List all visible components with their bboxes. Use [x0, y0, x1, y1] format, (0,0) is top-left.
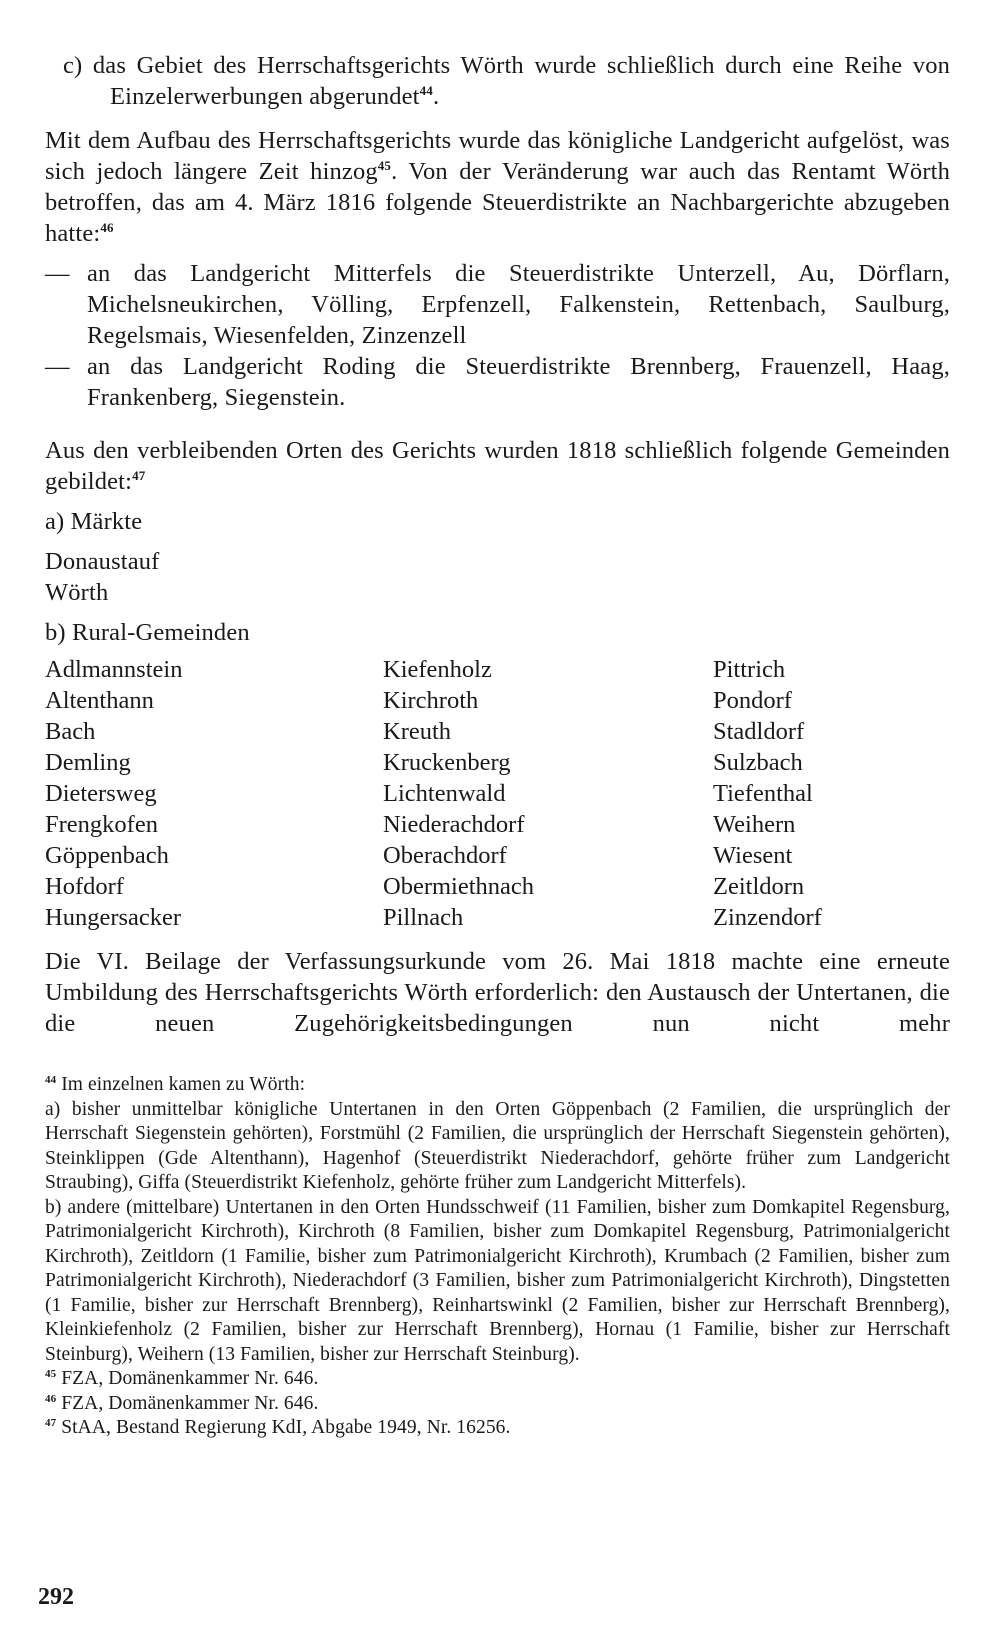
paragraph-gemeinden: Aus den verbleibenden Orten des Gerichts wurden 1818 schließlich folgende Gemeinden gebildet:$^{47}$ — [45, 437, 950, 495]
list-item: Pillnach — [383, 904, 464, 931]
dash-item-mitterfels: — an das Landgericht Mitterfels die Steuerdistrikte Unterzell, Au, Dörflarn, Michelsneukirchen, Völling, Erpfenzell, Falkenstein, Rettenbach, Saulburg, Regelsmais, Wiesenfelden, Zinzenzell — [45, 260, 950, 349]
list-item: Pittrich — [713, 656, 786, 683]
rural-communities-list — [45, 654, 950, 933]
footnote-44-a: a) bisher unmittelbar königliche Untertanen in den Orten Göppenbach (2 Familien, die ursprünglich der Herrschaft Siegenstein gehörten), Forstmühl (2 Familien, die ursprünglich der Herrschaft Siegenstein gehörten), Steinklippen (Gde Altenthann), Hagenhof (Steuerdistrikt Niederachdorf, gehörte früher zum Landgericht Straubing), Giffa (Steuerdistrikt Kiefenholz, gehörte früher zum Landgericht Mitterfels). — [45, 1098, 950, 1193]
markets-heading: a) Märkte — [45, 508, 143, 535]
list-item: Kirchroth — [383, 687, 479, 714]
page-body — [45, 50, 950, 1441]
rural-column-1 — [45, 654, 383, 933]
list-item: Weihern — [713, 811, 796, 838]
list-item: Kreuth — [383, 718, 452, 745]
footnote-number: 44 — [45, 1074, 57, 1086]
list-item: Zeitldorn — [713, 873, 805, 900]
market-item: Donaustauf — [45, 548, 160, 575]
list-item: Demling — [45, 749, 131, 776]
list-item: Tiefenthal — [713, 780, 813, 807]
list-item: Lichtenwald — [383, 780, 506, 807]
em-dash: — — [45, 353, 70, 380]
list-item-c: c) das Gebiet des Herrschaftsgerichts Wörth wurde schließlich durch eine Reihe von Einzelerwerbungen abgerundet$^{44}$. — [63, 52, 950, 110]
list-item: Hungersacker — [45, 904, 182, 931]
list-item: Adlmannstein — [45, 656, 183, 683]
list-item: Altenthann — [45, 687, 154, 714]
list-item: Göppenbach — [45, 842, 169, 869]
list-item: Bach — [45, 718, 96, 745]
list-item: Hofdorf — [45, 873, 124, 900]
footnote-46: $^{46}$ FZA, Domänenkammer Nr. 646. — [45, 1392, 319, 1414]
footnote-45: $^{45}$ FZA, Domänenkammer Nr. 646. — [45, 1368, 319, 1389]
market-item: Wörth — [45, 579, 109, 606]
list-item: Oberachdorf — [383, 842, 507, 869]
list-item: Frengkofen — [45, 811, 158, 838]
paragraph-verfassungsurkunde: Die VI. Beilage der Verfassungsurkunde vom 26. Mai 1818 machte eine erneute Umbildung des Herrschaftsgerichts Wörth erforderlich: den Austausch der Untertanen, die die neuen Zugehörigkeitsbedingungen nun nicht mehr — [45, 948, 950, 1037]
footnote-ref-47[interactable]: 47 — [132, 468, 146, 483]
list-item: Niederachdorf — [383, 811, 525, 838]
footnote-47: $^{47}$ StAA, Bestand Regierung KdI, Abgabe 1949, Nr. 16256. — [45, 1417, 511, 1438]
page-number: 292 — [38, 1584, 74, 1610]
list-item: Obermiethnach — [383, 873, 535, 900]
footnote-44: $^{44}$ Im einzelnen kamen zu Wörth: — [45, 1074, 306, 1095]
footnote-ref-45[interactable]: 45 — [377, 158, 392, 173]
list-item: Wiesent — [713, 842, 793, 869]
list-item: Zinzendorf — [713, 904, 822, 931]
footnote-ref-44[interactable]: 44 — [419, 83, 433, 98]
list-item: Kiefenholz — [383, 656, 492, 683]
paragraph-herrschaftsgericht: Mit dem Aufbau des Herrschaftsgerichts wurde das königliche Landgericht aufgelöst, was sich jedoch längere Zeit hinzog$^{45}$. Von der Veränderung war auch das Rentamt Wörth betroffen, das am 4. März 1816 folgende Steuerdistrikte an Nachbargerichte abzugeben hatte:$^{46}$ — [45, 127, 950, 247]
rural-column-2 — [383, 654, 713, 933]
dash-item-roding: — an das Landgericht Roding die Steuerdistrikte Brennberg, Frauenzell, Haag, Frankenberg, Siegenstein. — [45, 353, 950, 411]
footnote-number: 47 — [45, 1417, 57, 1429]
rural-heading: b) Rural-Gemeinden — [45, 619, 250, 646]
list-item: Sulzbach — [713, 749, 803, 776]
footnote-number: 45 — [45, 1368, 57, 1380]
list-item: Stadldorf — [713, 718, 805, 745]
footnotes — [45, 1073, 950, 1441]
list-item: Kruckenberg — [383, 749, 511, 776]
em-dash: — — [45, 260, 70, 287]
rural-column-3 — [713, 654, 943, 933]
footnote-44-b: b) andere (mittelbare) Untertanen in den Orten Hundsschweif (11 Familien, bisher zum Domkapitel Regensburg, Patrimonialgericht Kirchroth), Kirchroth (8 Familien, bisher zum Domkapitel Regensburg, Patrimonialgericht Kirchroth), Zeitldorn (1 Familie, bisher zum Patrimonialgericht Kirchroth), Krumbach (2 Familien, bisher zum Patrimonialgericht Kirchroth), Niederachdorf (3 Familien, bisher zum Patrimonialgericht Kirchroth), Dingstetten (1 Familie, bisher zur Herrschaft Brennberg), Reinhartswinkl (2 Familien, bisher zur Herrschaft Brennberg), Kleinkiefenholz (2 Familien, bisher zur Herrschaft Brennberg), Hornau (1 Familie, bisher zur Herrschaft Steinburg), Weihern (13 Familien, bisher zur Herrschaft Steinburg). — [45, 1196, 950, 1365]
footnote-number: 46 — [45, 1392, 57, 1405]
list-item: Pondorf — [713, 687, 792, 714]
footnote-ref-46[interactable]: 46 — [100, 220, 114, 235]
list-item: Dietersweg — [45, 780, 157, 807]
